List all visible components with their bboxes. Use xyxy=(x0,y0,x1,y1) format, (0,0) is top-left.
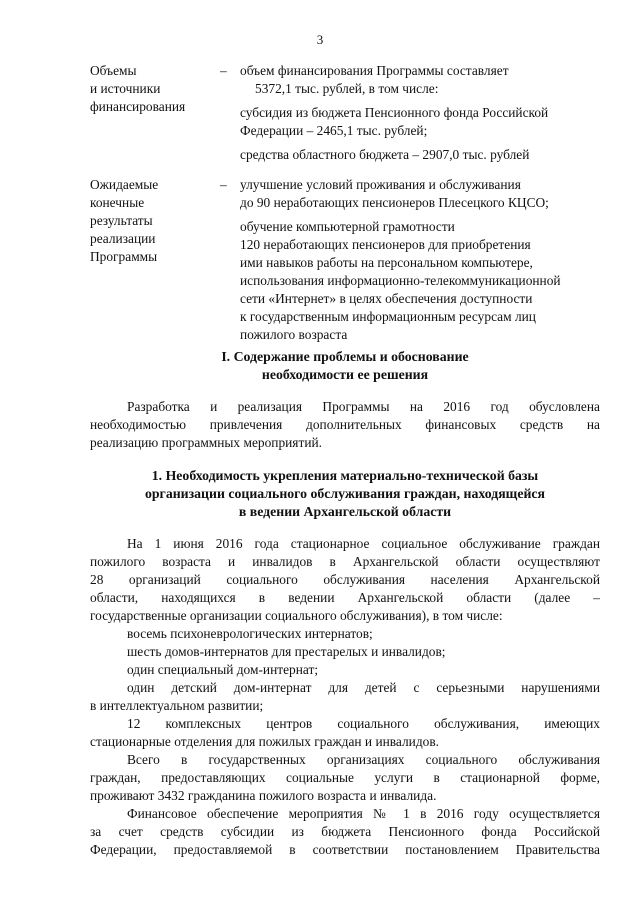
passport-label-funding: Объемы и источники финансирования xyxy=(90,63,186,114)
passport-value-results xyxy=(240,176,600,344)
results-item-living-conditions: улучшение условий проживания и обслуживания до 90 неработающих пенсионеров Плесецкого КЦСО; xyxy=(240,177,549,210)
results-item-computer-literacy: обучение компьютерной грамотности 120 неработающих пенсионеров для приобретения ими навыков работы на персональном компьютере, использования информационно-телекоммуникационной сети «Интернет» в целях обеспечения доступности к государственным информационным ресурсам лиц пожилого возраста xyxy=(240,219,561,342)
section-problem-paragraph: Разработка и реализация Программы на 2016 год обусловлена необходимостью привлечения дополнительных финансовых средств на реализацию программных мероприятий. xyxy=(90,399,600,450)
paragraph-residents: Всего в государственных организациях социального обслуживания xyxy=(127,752,600,767)
paragraph-financing: Финансовое обеспечение мероприятия № 1 в 2016 году осуществляется xyxy=(127,806,600,821)
list-item-special-home: один специальный дом-интернат; xyxy=(127,662,319,677)
page-number: 3 xyxy=(316,32,324,47)
list-item-psycho-neurological: восемь психоневрологических интернатов; xyxy=(127,626,373,641)
section-title-material-base: 1. Необходимость укрепления материально-технической базы организации социального обслуживания граждан, находящейся в ведении Архангельской области xyxy=(144,468,545,519)
passport-row-results xyxy=(90,176,600,344)
list-item-elderly-homes: шесть домов-интернатов для престарелых и инвалидов; xyxy=(127,644,446,659)
passport-label-results: Ожидаемые конечные результаты реализации Программы xyxy=(90,177,159,264)
list-item-children-home: один детский дом-интернат для детей с серьезными нарушениями xyxy=(127,680,600,695)
passport-dash: – xyxy=(220,63,227,78)
section-material-base-body: На 1 июня 2016 года стационарное социальное обслуживание граждан пожилого возраста и инвалидов в Архангельской области осуществляют 28 организаций социального обслуживания населения Архангельской области, находящихся в ведении Архангельской области (далее – государственные организации социального обслуживания), в том числе: восемь психоневрологических интернатов; шесть домов-интернатов для престарелых и инвалидов; один специальный дом-интернат; один детский дом-интернат для детей с серьезными нарушениями в интеллектуальном развитии; 12 комплексных центров социального обслуживания, имеющих стационарные отделения для пожилых граждан и инвалидов. Всего в государственных организациях социального обслуживания граждан, предоставляющих социальные услуги в стационарной форме, проживают 3432 гражданина пожилого возраста и инвалида. Финансовое обеспечение мероприятия № 1 в 2016 году осуществляется за счет средств субсидии из бюджета Пенсионного фонда Российской Федерации, предоставляемой в соответствии постановлением Правительства xyxy=(90,536,600,857)
list-item-complex-centers: 12 комплексных центров социального обслуживания, имеющих xyxy=(127,716,600,731)
program-passport-table xyxy=(90,62,600,344)
paragraph-organizations: На 1 июня 2016 года стационарное социальное обслуживание граждан xyxy=(127,536,600,551)
passport-row-funding xyxy=(90,62,600,164)
funding-item-total: объем финансирования Программы составляет 5372,1 тыс. рублей, в том числе: xyxy=(240,63,509,96)
funding-item-pension-fund: субсидия из бюджета Пенсионного фонда Российской Федерации – 2465,1 тыс. рублей; xyxy=(240,105,549,138)
section-title-problem: I. Содержание проблемы и обоснование необходимости ее решения xyxy=(221,349,469,382)
funding-item-regional-budget: средства областного бюджета – 2907,0 тыс. рублей xyxy=(240,147,530,162)
passport-value-funding xyxy=(240,62,600,164)
passport-dash: – xyxy=(220,177,227,192)
